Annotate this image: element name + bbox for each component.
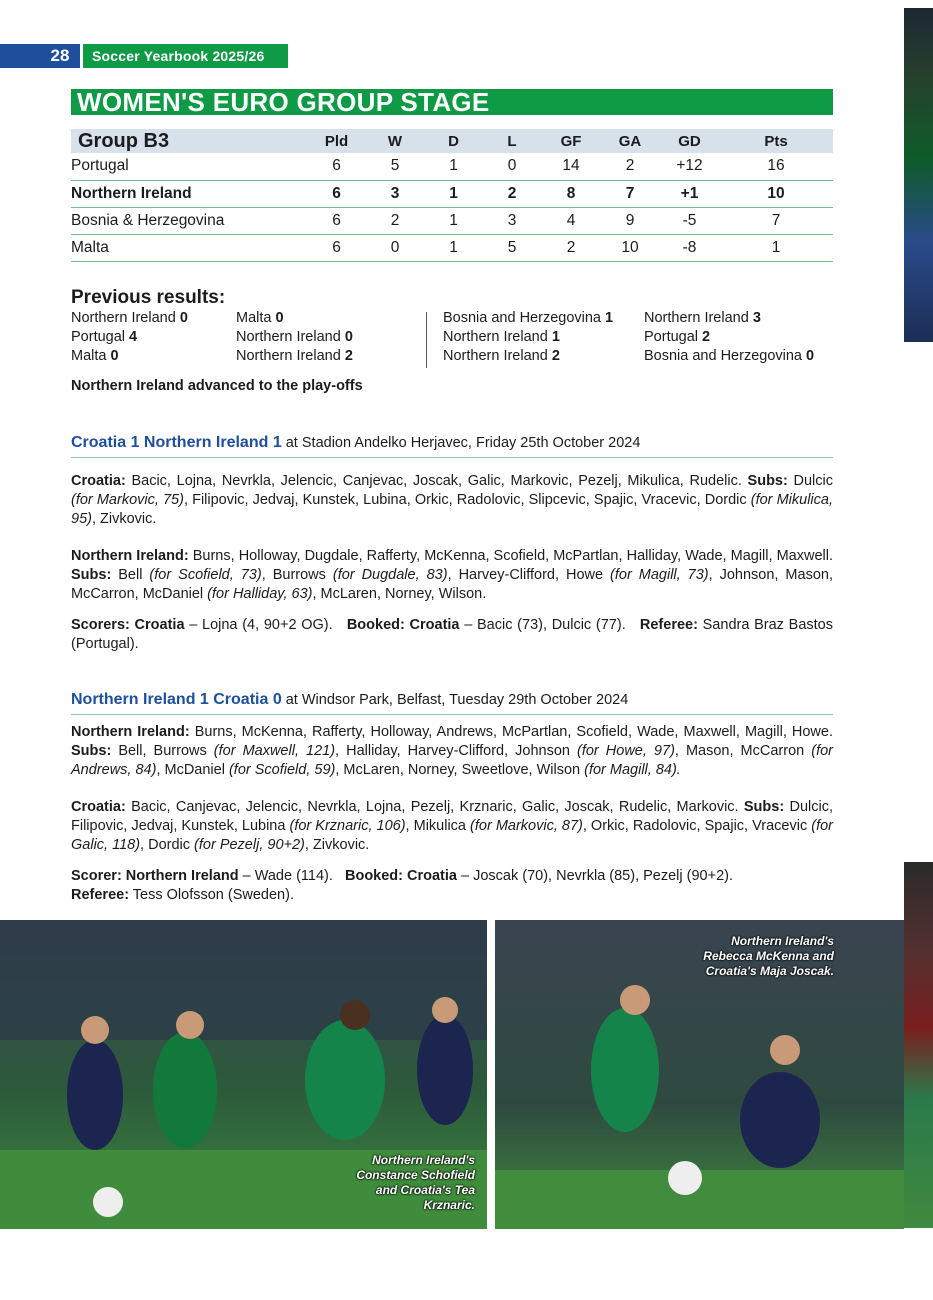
cell-gf: 14 xyxy=(542,153,600,180)
result-home-col-left xyxy=(71,309,188,366)
result-line: Northern Ireland 2 xyxy=(443,348,560,364)
match1-venue: at Stadion Andelko Herjavec, Friday 25th October 2024 xyxy=(281,435,641,451)
col-gf: GF xyxy=(542,129,600,153)
standings-header-row xyxy=(71,129,833,153)
photo-left xyxy=(0,920,487,1229)
col-gd: GD xyxy=(660,129,719,153)
cell-d: 1 xyxy=(425,207,482,234)
cell-gd: -8 xyxy=(660,234,719,261)
cell-l: 2 xyxy=(482,180,542,207)
team-name: Portugal xyxy=(71,153,308,180)
cell-pld: 6 xyxy=(308,234,365,261)
table-row xyxy=(71,153,833,180)
publication-title: Soccer Yearbook 2025/26 xyxy=(83,44,288,68)
photo-right-illustration xyxy=(495,920,904,1229)
col-w: W xyxy=(365,129,425,153)
table-row xyxy=(71,234,833,261)
cell-l: 5 xyxy=(482,234,542,261)
table-row xyxy=(71,207,833,234)
match1-ni-lineup: Northern Ireland: Burns, Holloway, Dugdale, Rafferty, McKenna, Scofield, McPartlan, Halliday, Wade, Magill, Maxwell. Subs: Bell (for Scofield, 73), Burrows (for Dugdale, 83), Harvey-Clifford, Howe (for Magill, 73), Johnson, Mason, McCarron, McDaniel (for Halliday, 63), McLaren, Norney, Wilson. xyxy=(71,548,833,603)
col-d: D xyxy=(425,129,482,153)
cell-d: 1 xyxy=(425,180,482,207)
cell-ga: 10 xyxy=(600,234,660,261)
table-row-highlighted xyxy=(71,180,833,207)
cell-pld: 6 xyxy=(308,180,365,207)
match1-heading xyxy=(71,434,640,452)
match2-venue: at Windsor Park, Belfast, Tuesday 29th October 2024 xyxy=(281,692,629,708)
result-line: Portugal 4 xyxy=(71,329,138,345)
result-away-col-left xyxy=(236,309,353,366)
result-line: Malta 0 xyxy=(71,348,119,364)
result-line: Northern Ireland 2 xyxy=(236,348,353,364)
cell-w: 2 xyxy=(365,207,425,234)
match2-heading xyxy=(71,691,628,709)
cell-ga: 9 xyxy=(600,207,660,234)
cell-w: 5 xyxy=(365,153,425,180)
page-number: 28 xyxy=(50,46,70,65)
advanced-note: Northern Ireland advanced to the play-offs xyxy=(71,378,363,394)
standings-table xyxy=(71,129,833,262)
result-line: Bosnia and Herzegovina 1 xyxy=(443,310,614,326)
result-line: Malta 0 xyxy=(236,310,284,326)
cell-d: 1 xyxy=(425,234,482,261)
cell-d: 1 xyxy=(425,153,482,180)
previous-results-title: Previous results: xyxy=(71,287,226,308)
result-line: Northern Ireland 0 xyxy=(71,310,188,326)
result-line: Bosnia and Herzegovina 0 xyxy=(644,348,815,364)
cell-w: 3 xyxy=(365,180,425,207)
team-name: Northern Ireland xyxy=(71,180,308,207)
cell-gd: -5 xyxy=(660,207,719,234)
cell-gf: 8 xyxy=(542,180,600,207)
section-title: WOMEN'S EURO GROUP STAGE xyxy=(71,89,833,115)
team-name: Malta xyxy=(71,234,308,261)
cell-gf: 2 xyxy=(542,234,600,261)
result-away-col-right xyxy=(644,309,814,366)
results-divider xyxy=(426,312,427,368)
result-line: Northern Ireland 0 xyxy=(236,329,353,345)
match2-summary: Scorer: Northern Ireland – Wade (114). Booked: Croatia – Joscak (70), Nevrkla (85), Pezelj (90+2). Referee: Tess Olofsson (Sweden). xyxy=(71,868,733,904)
match1-summary: Scorers: Croatia – Lojna (4, 90+2 OG). Booked: Croatia – Bacic (73), Dulcic (77). Referee: Sandra Braz Bastos (Portugal). xyxy=(71,617,833,653)
col-l: L xyxy=(482,129,542,153)
col-pld: Pld xyxy=(308,129,365,153)
photo-right-caption: Northern Ireland's Rebecca McKenna and Croatia's Maja Joscak. xyxy=(703,934,834,978)
match1-rule xyxy=(71,457,833,458)
photo-left-caption: Northern Ireland's Constance Schofield and Croatia's Tea Krznaric. xyxy=(356,1153,475,1212)
cell-gd: +12 xyxy=(660,153,719,180)
col-ga: GA xyxy=(600,129,660,153)
match1-croatia-lineup: Croatia: Bacic, Lojna, Nevrkla, Jelencic, Canjevac, Joscak, Galic, Markovic, Pezelj, Mikulica, Rudelic. Subs: Dulcic (for Markovic, 75), Filipovic, Jedvaj, Kunstek, Lubina, Orkic, Radolovic, Slipcevic, Spajic, Vracevic, Dordic (for Mikulica, 95), Zivkovic. xyxy=(71,473,833,528)
cell-pts: 16 xyxy=(719,153,833,180)
match2-croatia-lineup: Croatia: Bacic, Canjevac, Jelencic, Nevrkla, Lojna, Pezelj, Krznaric, Galic, Joscak, Rudelic, Markovic. Subs: Dulcic, Filipovic, Jedvaj, Kunstek, Lubina (for Krznaric, 106), Mikulica (for Markovic, 87), Orkic, Radolovic, Spajic, Vracevic (for Galic, 118), Dordic (for Pezelj, 90+2), Zivkovic. xyxy=(71,799,833,854)
match1-score: Croatia 1 Northern Ireland 1 xyxy=(71,434,282,451)
result-line: Portugal 2 xyxy=(644,329,711,345)
group-name: Group B3 xyxy=(71,129,308,153)
cell-pts: 1 xyxy=(719,234,833,261)
cell-ga: 2 xyxy=(600,153,660,180)
cell-gf: 4 xyxy=(542,207,600,234)
cell-l: 3 xyxy=(482,207,542,234)
cell-gd: +1 xyxy=(660,180,719,207)
cell-l: 0 xyxy=(482,153,542,180)
cell-w: 0 xyxy=(365,234,425,261)
edge-photo-bottom xyxy=(904,862,933,1228)
result-home-col-right xyxy=(443,309,613,366)
edge-photo-top xyxy=(904,8,933,342)
cell-pld: 6 xyxy=(308,207,365,234)
cell-ga: 7 xyxy=(600,180,660,207)
match2-ni-lineup: Northern Ireland: Burns, McKenna, Rafferty, Holloway, Andrews, McPartlan, Scofield, Wade, Maxwell, Magill, Howe. Subs: Bell, Burrows (for Maxwell, 121), Halliday, Harvey-Clifford, Johnson (for Howe, 97), Mason, McCarron (for Andrews, 84), McDaniel (for Scofield, 59), McLaren, Norney, Sweetlove, Wilson (for Magill, 84). xyxy=(71,724,833,779)
team-name: Bosnia & Herzegovina xyxy=(71,207,308,234)
cell-pts: 10 xyxy=(719,180,833,207)
cell-pld: 6 xyxy=(308,153,365,180)
match2-score: Northern Ireland 1 Croatia 0 xyxy=(71,691,282,708)
result-line: Northern Ireland 3 xyxy=(644,310,761,326)
photo-right xyxy=(495,920,904,1229)
result-line: Northern Ireland 1 xyxy=(443,329,560,345)
match2-rule xyxy=(71,714,833,715)
cell-pts: 7 xyxy=(719,207,833,234)
col-pts: Pts xyxy=(719,129,833,153)
